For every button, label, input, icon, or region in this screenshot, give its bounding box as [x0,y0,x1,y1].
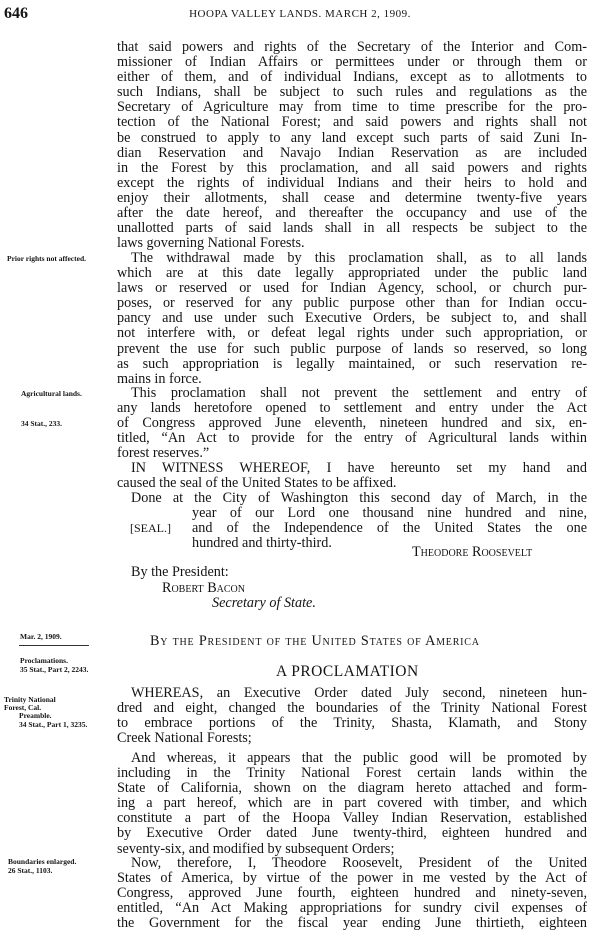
witness-clause [117,461,587,491]
text-line: Secretary of Agriculture may from time to time prescribe for the pro- [117,99,587,116]
secretary-name: Robert Bacon [162,580,245,596]
text-line: forest reserves.” [117,445,210,462]
text-line: State of California, shown on the diagram hereto attached and form- [117,780,587,797]
dating-clause [117,491,587,506]
text-line: IN WITNESS WHEREOF, I have hereunto set my hand and [131,460,587,476]
text-line: Now, therefore, I, Theodore Roosevelt, President of the United [131,855,587,871]
text-line: ing a part hereof, which are in part covered with timber, and which [117,795,587,812]
text-line: pancy and use under such Executive Orders, be subject to, and shall [117,310,587,327]
margin-note-boundaries: Boundaries enlarged. [8,857,77,866]
text-line: any lands heretofore opened to settlement and entry under the Act [117,400,587,417]
text-line: except the rights of individual Indians and their heirs to hold and [117,174,587,191]
text-line: year of our Lord one thousand nine hundred and nine, [192,505,587,521]
text-line: which are at this date legally appropriated under the public land [117,265,587,282]
margin-note-prior-rights: Prior rights not affected. [7,254,87,263]
seal-mark: [SEAL.] [130,521,171,535]
text-line: dred and eight, changed the boundaries of the Trinity National Forest [117,700,587,717]
paragraph-whereas [117,686,587,746]
margin-note-stat-2243: 35 Stat., Part 2, 2243. [20,665,89,674]
text-line: constitute a part of the Hoopa Valley Indian Reservation, established [117,810,587,827]
text-line: as such appropriation is legally maintained, or such reservation re- [117,355,587,372]
margin-note-agricultural: Agricultural lands. [21,389,82,398]
text-line: Congress, approved June fourth, eighteen hundred and ninety-seven, [117,885,587,902]
president-signature: Theodore Roosevelt [412,544,533,560]
text-line: Creek National Forests; [117,730,252,747]
page-number: 646 [4,5,28,22]
text-line: that said powers and rights of the Secretary of the Interior and Com- [117,39,587,55]
text-line: such Indians, shall be subject to such rules and regulations as the [117,84,587,101]
text-line: after the date hereof, and thereafter the occupancy and use of the [117,205,587,222]
text-line: enjoy their allotments, shall cease and determine twenty-five years [117,189,587,206]
text-line: in the Forest by this proclamation, and all said powers and rights [117,159,587,176]
text-line: including in the Trinity National Forest certain lands within the [117,765,587,782]
text-line: poses, or reserved for any public purpose other than for Indian occu- [117,295,587,312]
margin-note-trinity: Trinity National Forest, Cal. [4,695,56,712]
margin-note-stat-3235: 34 Stat., Part 1, 3235. [19,720,88,729]
paragraph-continuation [117,40,587,251]
proclamation-heading: By the President of the United States of America [150,633,480,649]
secretary-title: Secretary of State. [212,595,316,611]
margin-note-proclamations: Proclamations. [20,656,68,665]
text-line: dian Reservation and Navajo Indian Reservation as are included [117,144,587,161]
paragraph-settlement [117,386,587,461]
text-line: And whereas, it appears that the public good will be promoted by [131,750,587,766]
text-line: laws governing National Forests. [117,235,305,252]
running-title: HOOPA VALLEY LANDS. MARCH 2, 1909. [189,8,411,20]
text-line: mains in force. [117,370,202,387]
text-line: unallotted parts of said lands shall in all respects be subject to the [117,220,587,237]
text-line: by Executive Order dated June twenty-third, eighteen hundred and [117,825,587,842]
text-line: the Government for the fiscal year ending June thirtieth, eighteen [117,915,587,932]
text-line: tection of the National Forest; and said powers and rights shall not [117,114,587,131]
by-the-president: By the President: [131,564,229,580]
paragraph-and-whereas [117,751,587,857]
margin-note-stat-1103: 26 Stat., 1103. [8,866,53,875]
paragraph-now-therefore [117,856,587,931]
text-line: Done at the City of Washington this second day of March, in the [131,490,587,506]
margin-note-date: Mar. 2, 1909. [20,632,62,641]
proclamation-title: A PROCLAMATION [276,663,419,680]
text-line: missioner of Indian Affairs or permittees under or through them or [117,54,587,71]
text-line: prevent the use for such public purpose of lands so reserved, so long [117,340,587,357]
text-line: either of them, and of individual Indians, except as to allotments to [117,69,587,86]
margin-note-stat-233: 34 Stat., 233. [21,419,63,428]
text-line: be construed to apply to any land except such parts of said Zuni In- [117,129,587,146]
text-line: seventy-six, and modified by subsequent Orders; [117,840,395,857]
text-line: to embrace portions of the Trinity, Shasta, Klamath, and Stony [117,715,587,732]
paragraph-withdrawal [117,251,587,387]
text-line: WHEREAS, an Executive Order dated July second, nineteen hun- [131,685,587,701]
text-line: caused the seal of the United States to be affixed. [117,475,397,492]
text-line: This proclamation shall not prevent the settlement and entry of [131,385,587,401]
text-line: of Congress approved June eleventh, nineteen hundred and six, en- [117,415,587,432]
text-line: not interfere with, or defeat legal rights under such appropriation, or [117,325,587,342]
text-line: laws or reserved or used for Indian Agency, school, or church pur- [117,280,587,297]
text-line: The withdrawal made by this proclamation shall, as to all lands [131,250,587,266]
text-line: and of the Independence of the United States the one [192,520,587,537]
margin-rule [19,645,89,646]
text-line: titled, “An Act to provide for the entry of Agricultural lands within [117,430,587,447]
text-line: entitled, “An Act Making appropriations for sundry civil expenses of [117,900,587,917]
text-line: hundred and thirty-third. [192,535,332,552]
margin-note-preamble: Preamble. [19,711,52,720]
text-line: States of America, by virtue of the power in me vested by the Act of [117,870,587,887]
